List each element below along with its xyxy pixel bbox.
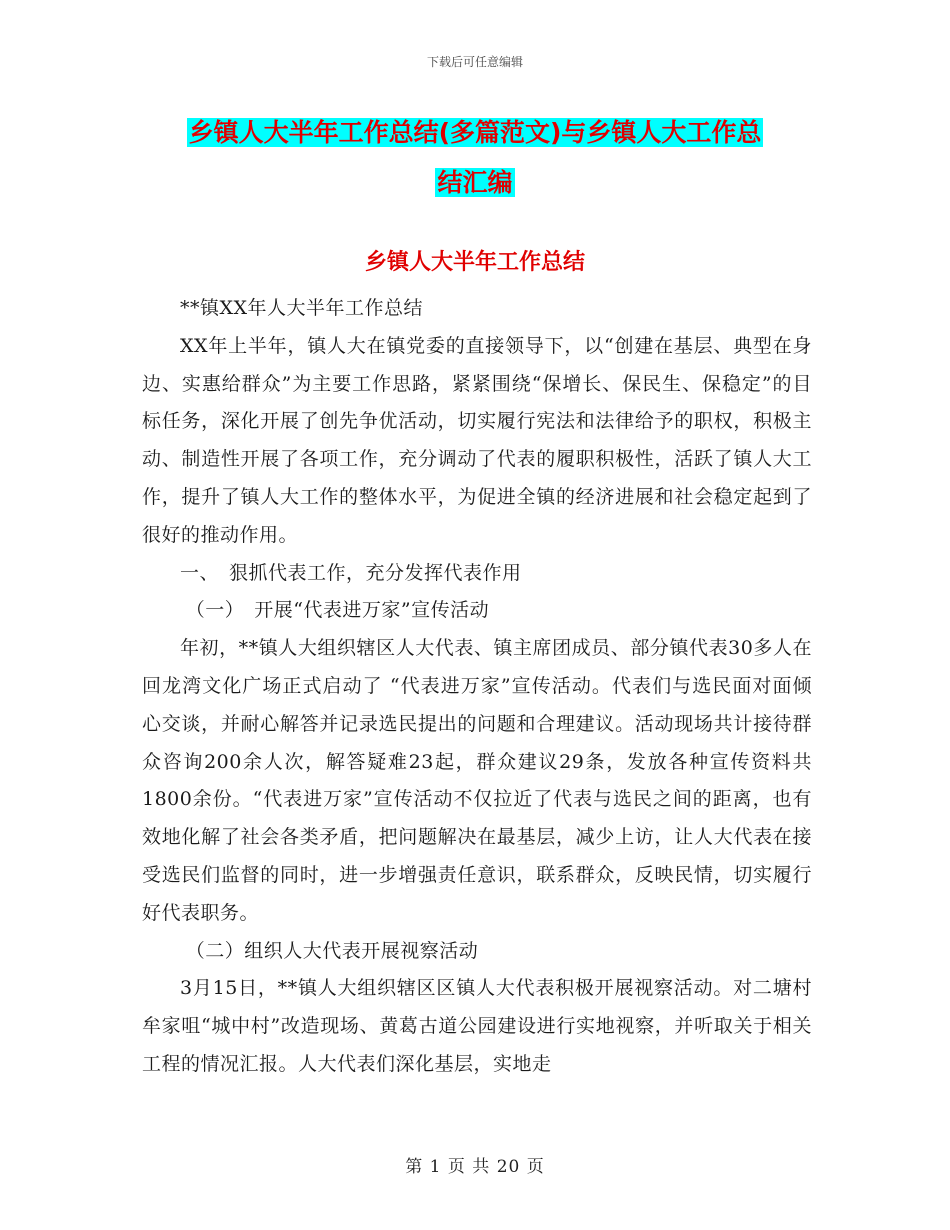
heading-level-2: （二）组织人大代表开展视察活动 xyxy=(185,939,479,962)
title-line-2: 结汇编 xyxy=(437,168,513,197)
body-text xyxy=(142,290,812,1084)
section-title: 乡镇人大半年工作总结 xyxy=(364,250,585,275)
heading-level-2: （一） 开展“代表进万家”宣传活动 xyxy=(185,599,490,622)
paragraph: 年初，**镇人大组织辖区人大代表、镇主席团成员、部分镇代表30多人在回龙湾文化广场正式启动了 “代表进万家”宣传活动。代表们与选民面对面倾心交谈，并耐心解答并记录选民提出的问题和合理建议。活动现场共计接待群众咨询200余人次，解答疑难23起，群众建议29条，发放各种宣传资料共1800余份。“代表进万家”宣传活动不仅拉近了代表与选民之间的距离，也有效地化解了社会各类矛盾，把问题解决在最基层，减少上访，让人大代表在接受选民们监督的同时，进一步增强责任意识，联系群众，反映民情，切实履行好代表职务。 xyxy=(142,637,812,924)
document-title xyxy=(0,108,950,208)
paragraph: 3月15日，**镇人大组织辖区区镇人大代表积极开展视察活动。对二塘村牟家咀“城中村”改造现场、黄葛古道公园建设进行实地视察，并听取关于相关工程的情况汇报。人大代表们深化基层，实地走 xyxy=(142,977,812,1075)
title-line-1: 乡镇人大半年工作总结(多篇范文)与乡镇人大工作总 xyxy=(188,118,762,147)
paragraph: XX年上半年，镇人大在镇党委的直接领导下，以“创建在基层、典型在身边、实惠给群众”为主要工作思路，紧紧围绕“保增长、保民生、保稳定”的目标任务，深化开展了创先争优活动，切实履行宪法和法律给予的职权，积极主动、制造性开展了各项工作，充分调动了代表的履职积极性，活跃了镇人大工作，提升了镇人大工作的整体水平，为促进全镇的经济进展和社会稳定起到了很好的推动作用。 xyxy=(142,334,812,546)
paragraph-subtitle: **镇XX年人大半年工作总结 xyxy=(180,297,424,319)
heading-level-1: 一、 狠抓代表工作，充分发挥代表作用 xyxy=(180,561,522,584)
header-note: 下载后可任意编辑 xyxy=(426,55,523,69)
page-footer: 第 1 页 共 20 页 xyxy=(405,1157,545,1177)
